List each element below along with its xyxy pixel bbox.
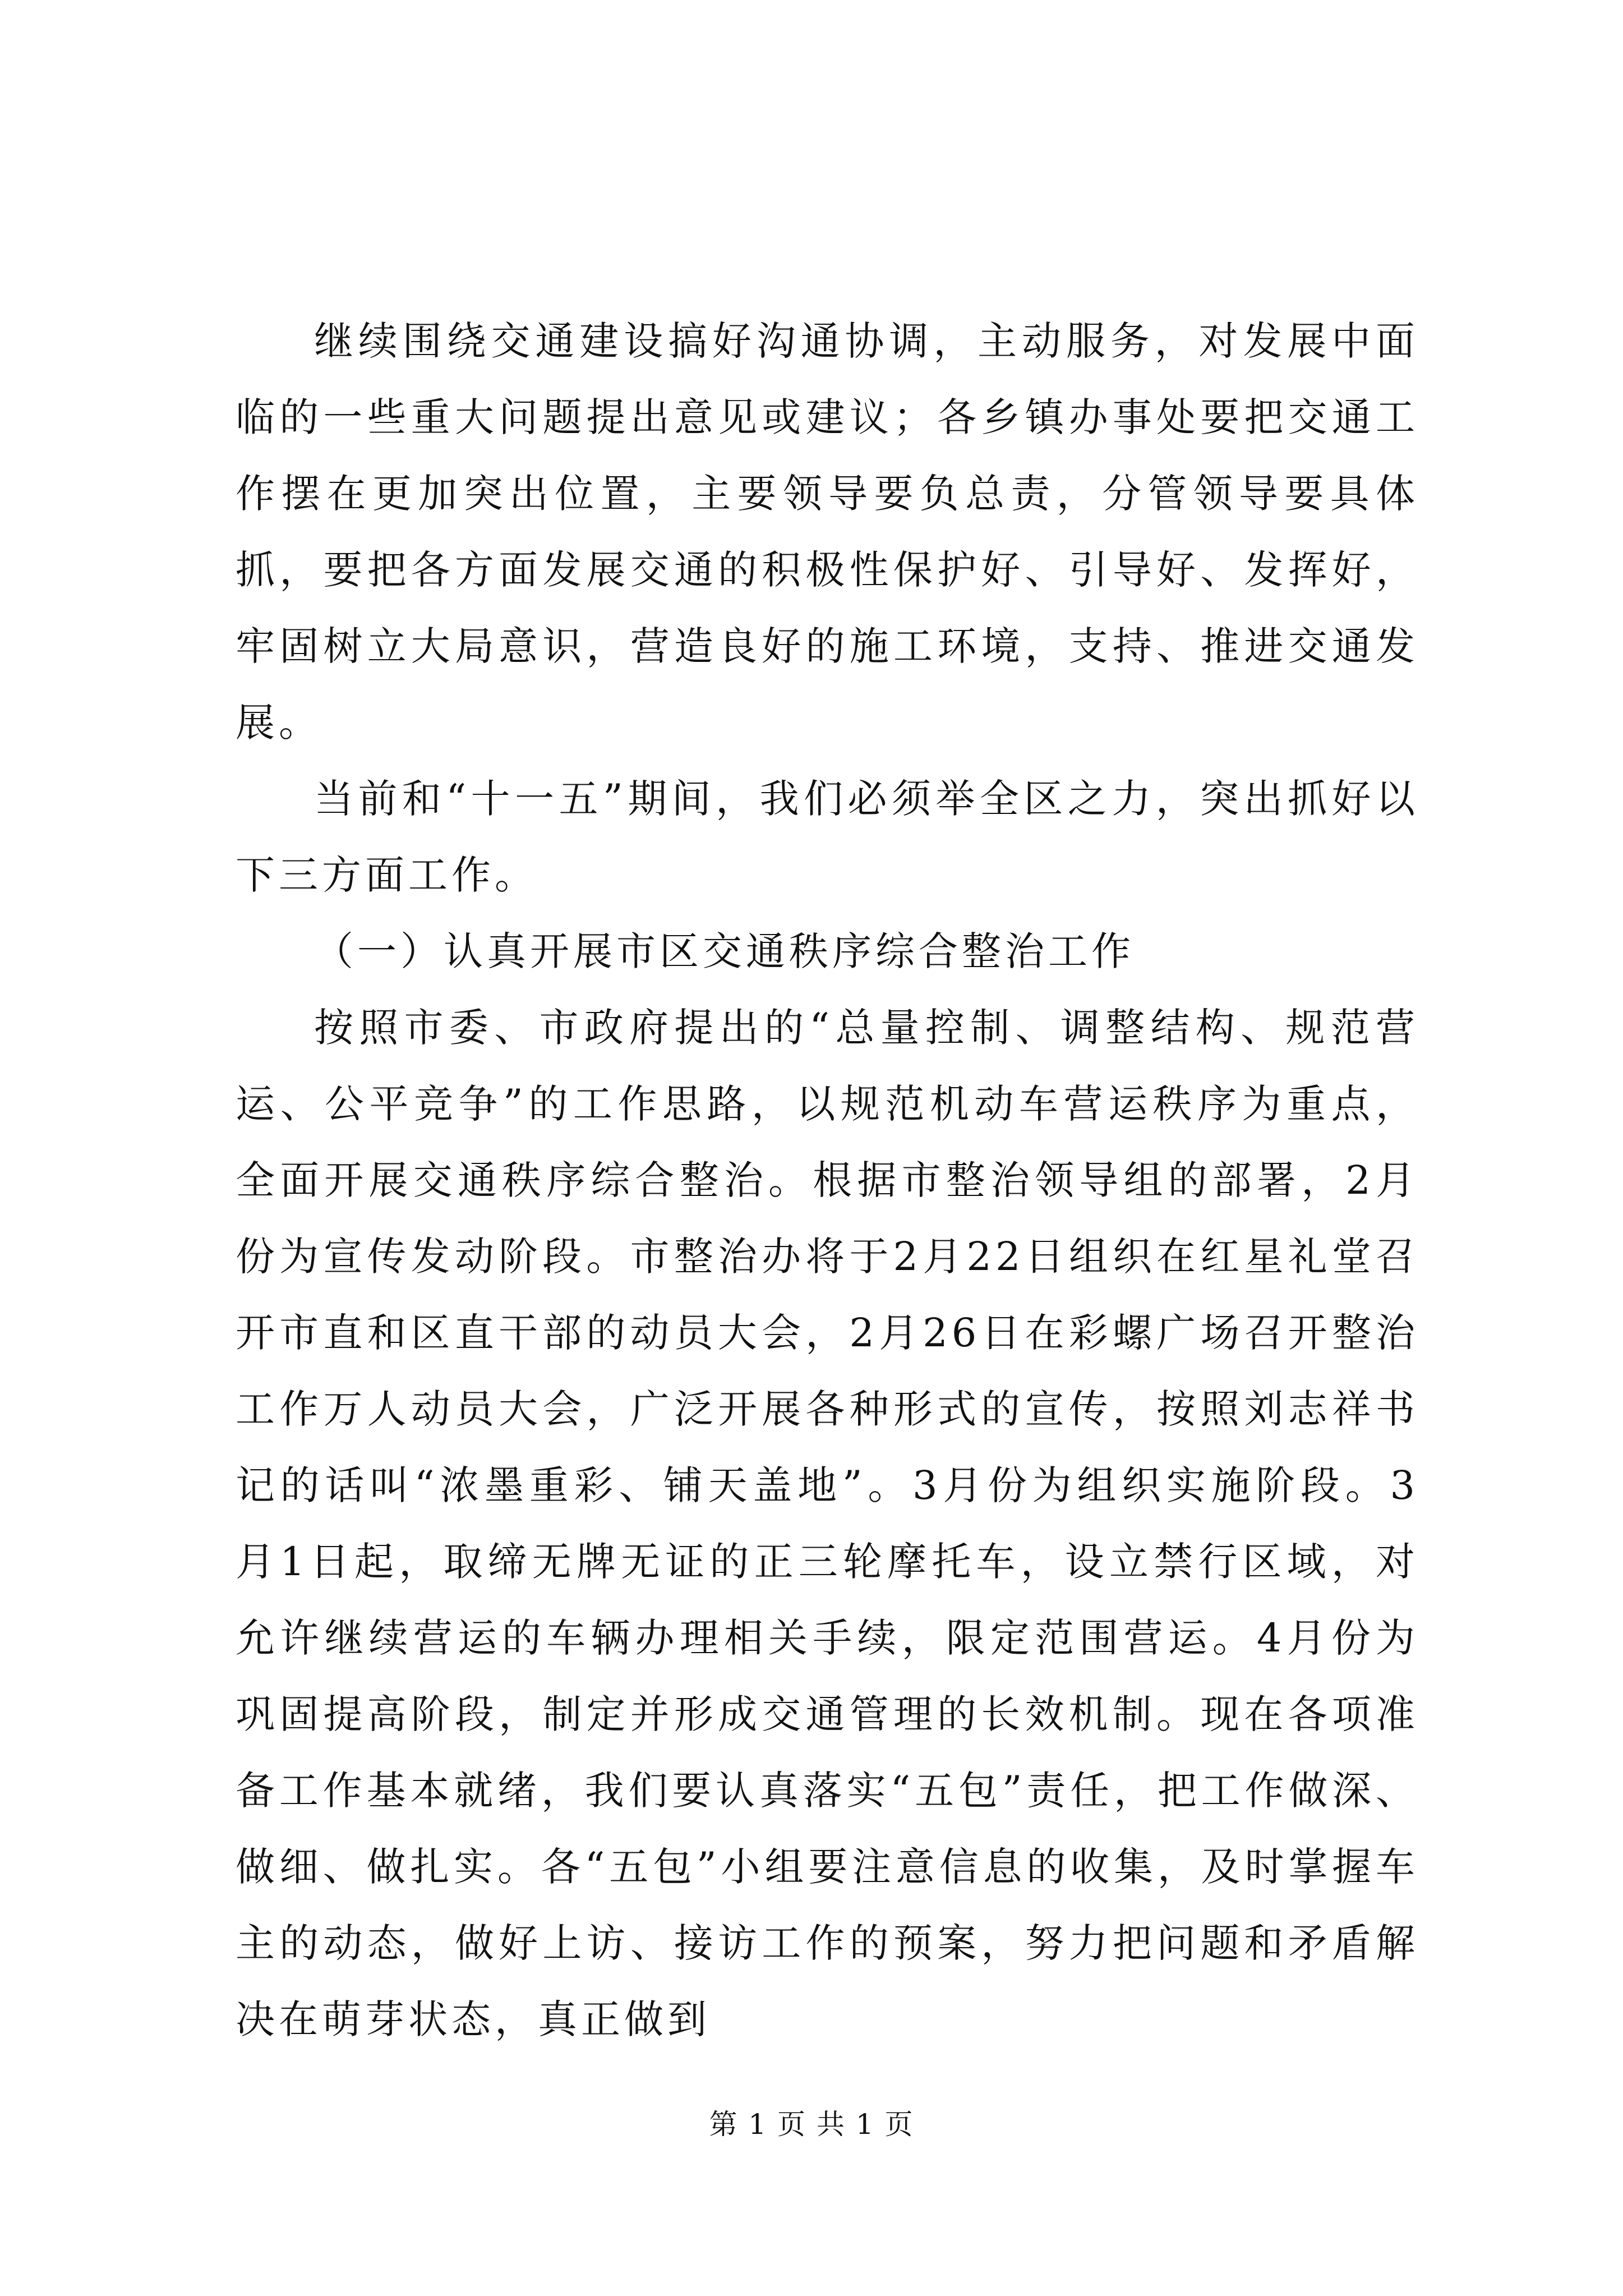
section-heading-traffic-order: （一）认真开展市区交通秩序综合整治工作 — [314, 928, 1135, 974]
document-body — [236, 303, 1419, 2058]
page-footer: 第 1 页 共 1 页 — [709, 2108, 914, 2141]
paragraph-coordination: 继续围绕交通建设搞好沟通协调，主动服务，对发展中面临的一些重大问题提出意见或建议；各乡镇办事处要把交通工作摆在更加突出位置，主要领导要负总责，分管领导要具体抓，要把各方面发展交通的积极性保护好、引导好、发挥好，牢固树立大局意识，营造良好的施工环境，支持、推进交通发展。 — [236, 318, 1419, 746]
paragraph-five-year-plan: 当前和“十一五”期间，我们必须举全区之力，突出抓好以下三方面工作。 — [236, 776, 1419, 898]
paragraph-traffic-rectification: 按照市委、市政府提出的“总量控制、调整结构、规范营运、公平竞争”的工作思路，以规范机动车营运秩序为重点，全面开展交通秩序综合整治。根据市整治领导组的部署，2月份为宣传发动阶段。市整治办将于2月22日组织在红星礼堂召开市直和区直干部的动员大会，2月26日在彩螺广场召开整治工作万人动员大会，广泛开展各种形式的宣传，按照刘志祥书记的话叫“浓墨重彩、铺天盖地”。3月份为组织实施阶段。3月1日起，取缔无牌无证的正三轮摩托车，设立禁行区域，对允许继续营运的车辆办理相关手续，限定范围营运。4月份为巩固提高阶段，制定并形成交通管理的长效机制。现在各项准备工作基本就绪，我们要认真落实“五包”责任，把工作做深、做细、做扎实。各“五包”小组要注意信息的收集，及时掌握车主的动态，做好上访、接访工作的预案，努力把问题和矛盾解决在萌芽状态，真正做到 — [236, 1005, 1419, 2042]
